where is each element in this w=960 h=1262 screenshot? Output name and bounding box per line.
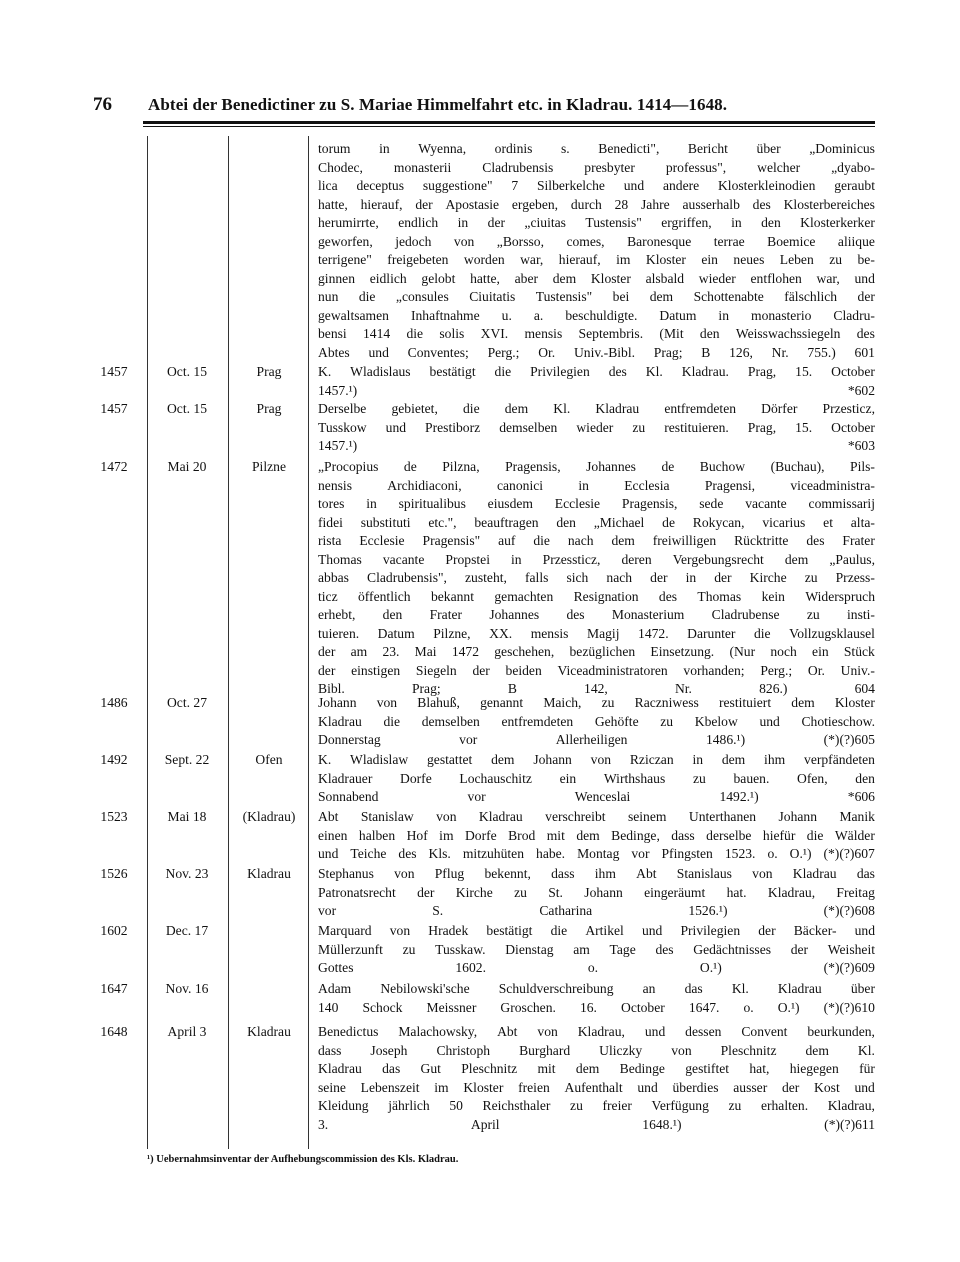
text-line: 1457.¹) *602 <box>318 382 875 398</box>
text-line: geworfen, jedoch von „Borsso, comes, Baronesque terrae Boemice aliique <box>318 233 875 249</box>
entry-text <box>318 363 875 400</box>
text-line: Kladrau das Gut Pleschnitz mit dem Bedinge gestiftet hat, hiegegen für <box>318 1061 875 1076</box>
entry-year: 1648 <box>100 1024 128 1039</box>
entry-place: (Kladrau) <box>242 809 296 824</box>
entry-text <box>318 865 875 921</box>
text-line: und Teiche des Kls. mitzuhüten habe. Montag vor Pfingsten 1523. o. O.¹) (*)(?)607 <box>318 846 875 861</box>
column-divider-day <box>228 136 229 1149</box>
entry-place: Kladrau <box>247 1024 291 1039</box>
text-line: Adam Nebilowski'sche Schuldverschreibung an das Kl. Kladrau über <box>318 981 875 996</box>
text-line: K. Wladislaus bestätigt die Privilegien des Kl. Kladrau. Prag, 15. October <box>318 364 875 379</box>
text-line: nensis Archidiaconi, canonici in Ecclesia Pragensi, viceadministra- <box>318 477 875 493</box>
entry-text <box>318 1023 875 1134</box>
page-number: 76 <box>93 94 112 115</box>
text-line: herumirrte, endlich in der „ciuitas Tustensis" ergriffen, in den Klosterkerker <box>318 215 875 230</box>
text-line: hatte, hierauf, der Apostasie ergeben, durch 28 Jahre ausserhalb des Klosterbereiches <box>318 196 875 212</box>
entry-year: 1457 <box>100 364 128 379</box>
entry-place: Pilzne <box>252 459 286 474</box>
entry-text <box>318 694 875 750</box>
text-line: einen halben Hof im Dorfe Brod mit dem Bedinge, dass derselbe hiefür die Wälder <box>318 827 875 843</box>
entry-place: Ofen <box>255 752 283 767</box>
entry-day: Nov. 23 <box>165 866 209 881</box>
text-line: tuieren. Datum Pilzne, XX. mensis Magij 1472. Darunter die Vollzugsklausel <box>318 625 875 641</box>
entry-year: 1472 <box>100 459 128 474</box>
text-line: dass Joseph Christoph Burghard Uliczky von Pleschnitz dem Kl. <box>318 1042 875 1058</box>
entry-year: 1647 <box>100 981 128 996</box>
entry-text <box>318 922 875 978</box>
text-line: 3. April 1648.¹) (*)(?)611 <box>318 1116 875 1132</box>
entry-day: Nov. 16 <box>165 981 209 996</box>
text-line: Chodec, monasterii Cladrubensis presbyter professus", welcher „dyabo- <box>318 159 875 175</box>
text-line: Donnerstag vor Allerheiligen 1486.¹) (*)(?)605 <box>318 732 875 747</box>
text-line: Gottes 1602. o. O.¹) (*)(?)609 <box>318 960 875 975</box>
text-line: 1457.¹) *603 <box>318 438 875 453</box>
entry-year: 1486 <box>100 695 128 710</box>
text-line: ticz öffentlich bekannt gemachten Resignation des Thomas kein Widerspruch <box>318 588 875 604</box>
header-rule-thin <box>143 126 875 127</box>
text-line: „Procopius de Pilzna, Pragensis, Johannes de Buchow (Buchau), Pils- <box>318 459 875 474</box>
text-line: gewaltsamen Inhaftnahme u. a. beschuldigte. Datum in monasterio Cladru- <box>318 307 875 323</box>
footnote: ¹) Uebernahmsinventar der Aufhebungscommission des Kls. Kladrau. <box>147 1154 459 1165</box>
text-line: fidei substituti etc.", beauftragen den „Michael de Rokycan, vicarius et alta- <box>318 514 875 530</box>
entry-day: Oct. 15 <box>166 364 208 379</box>
text-line: Stephanus von Pflug bekennt, dass ihm Abt Stanislaus von Kladrau das <box>318 866 875 881</box>
text-line: torum in Wyenna, ordinis s. Benedicti", Bericht über „Dominicus <box>318 141 875 156</box>
text-line: Johann von Blahuß, genannt Maich, zu Raczniwess restituiert dem Kloster <box>318 695 875 710</box>
text-line: lica deceptus suggestione" 7 Silberkelche und andere Klosterkleinodien geraubt <box>318 178 875 193</box>
entry-year: 1523 <box>100 809 128 824</box>
entry-day: Dec. 17 <box>165 923 209 938</box>
text-line: Abtes und Conventes; Perg.; Or. Univ.-Bibl. Prag; B 126, Nr. 755.) 601 <box>318 344 875 360</box>
entry-day: Oct. 27 <box>166 695 208 710</box>
column-divider-year <box>147 136 148 1149</box>
intro-regest-continuation <box>318 140 875 362</box>
entry-day: Sept. 22 <box>164 752 210 767</box>
entry-text <box>318 751 875 807</box>
entry-year: 1492 <box>100 752 128 767</box>
text-line: Tusskow und Prestiborz demselben wieder zu restituieren. Prag, 15. October <box>318 419 875 435</box>
entry-day: Oct. 15 <box>166 401 208 416</box>
text-line: Kladrau die demselben entfremdeten Gehöfte zu Kbelow und Chotieschow. <box>318 713 875 729</box>
text-line: Kladrauer Dorfe Lochauschitz ein Wirthshaus zu bauen. Ofen, den <box>318 770 875 786</box>
text-line: Thomas vacante Propstei in Przessticz, deren Vergebungsrecht dem „Paulus, <box>318 551 875 567</box>
text-line: seine Lebenszeit im Kloster freien Aufenthalt und überdies ausser der Kost und <box>318 1079 875 1095</box>
text-line: der einstigen Siegeln der beiden Viceadministratoren vorhanden; Perg.; Or. Univ.- <box>318 662 875 678</box>
entry-place: Prag <box>256 401 282 416</box>
running-title: Abtei der Benedictiner zu S. Mariae Himmelfahrt etc. in Kladrau. 1414—1648. <box>148 95 728 114</box>
entry-year: 1602 <box>100 923 128 938</box>
text-line: bensi 1414 die solis XVI. mensis Septembris. (Mit den Weisswachssiegeln des <box>318 326 875 341</box>
entry-place: Kladrau <box>247 866 291 881</box>
text-line: rista Ecclesie Pragensis" auf die nach dem freiwilligen Rücktritte des Frater <box>318 533 875 548</box>
entry-text <box>318 808 875 864</box>
text-line: abbas Cladrubensis", zusteht, falls sich nach der in der Kirche zu Przess- <box>318 570 875 585</box>
text-line: Kleidung jährlich 50 Reichsthaler zu freier Verfügung zu erhalten. Kladrau, <box>318 1098 875 1113</box>
column-divider-place <box>308 136 309 1149</box>
text-line: vor S. Catharina 1526.¹) (*)(?)608 <box>318 903 875 918</box>
entry-day: April 3 <box>167 1024 207 1039</box>
text-line: Müllerzunft zu Tusskaw. Dienstag am Tage des Gedächtnisses der Weisheit <box>318 941 875 957</box>
text-line: tores in spiritualibus eiusdem Ecclesie Pragensis, sede vacante commissarij <box>318 496 875 511</box>
header-rule-thick <box>143 121 875 124</box>
entry-text <box>318 980 875 1017</box>
entry-place: Prag <box>256 364 282 379</box>
entry-year: 1526 <box>100 866 128 881</box>
entry-text <box>318 458 875 699</box>
entry-year: 1457 <box>100 401 128 416</box>
text-line: Sonnabend vor Wenceslai 1492.¹) *606 <box>318 789 875 804</box>
entry-day: Mai 20 <box>167 459 207 474</box>
text-line: erhebt, den Frater Johannes des Monasterium Cladrubense zu insti- <box>318 607 875 622</box>
text-line: terrigene" freigebeten worden war, hierauf, im Kloster ein neues Leben zu be- <box>318 252 875 267</box>
text-line: Derselbe gebietet, die dem Kl. Kladrau entfremdeten Dörfer Przesticz, <box>318 401 875 416</box>
text-line: Bibl. Prag; B 142, Nr. 826.) 604 <box>318 681 875 696</box>
text-line: Benedictus Malachowsky, Abt von Kladrau, und dessen Convent beurkunden, <box>318 1024 875 1039</box>
text-line: K. Wladislaw gestattet dem Johann von Rziczan in dem ihm verpfändeten <box>318 752 875 767</box>
entry-day: Mai 18 <box>167 809 207 824</box>
text-line: ginnen eidlich gelobt hatte, aber dem Kloster alsbald wieder entflohen war, und <box>318 270 875 286</box>
page-header <box>93 94 878 116</box>
text-line: Abt Stanislaw von Kladrau verschreibt seinem Unterthanen Johann Manik <box>318 809 875 824</box>
text-line: der am 23. Mai 1472 geschehen, bezüglichen Einsetzung. (Nur noch ein Stück <box>318 644 875 659</box>
text-line: Marquard von Hradek bestätigt die Artikel und Privilegien der Bäcker- und <box>318 923 875 938</box>
text-line: 140 Schock Meissner Groschen. 16. October 1647. o. O.¹) (*)(?)610 <box>318 999 875 1015</box>
text-line: Patronatsrecht der Kirche zu St. Johann eingeräumt hat. Kladrau, Freitag <box>318 884 875 900</box>
entry-text <box>318 400 875 456</box>
text-line: nun die „consules Ciuitatis Tustensis" bei dem Schottenabte fälschlich der <box>318 289 875 304</box>
